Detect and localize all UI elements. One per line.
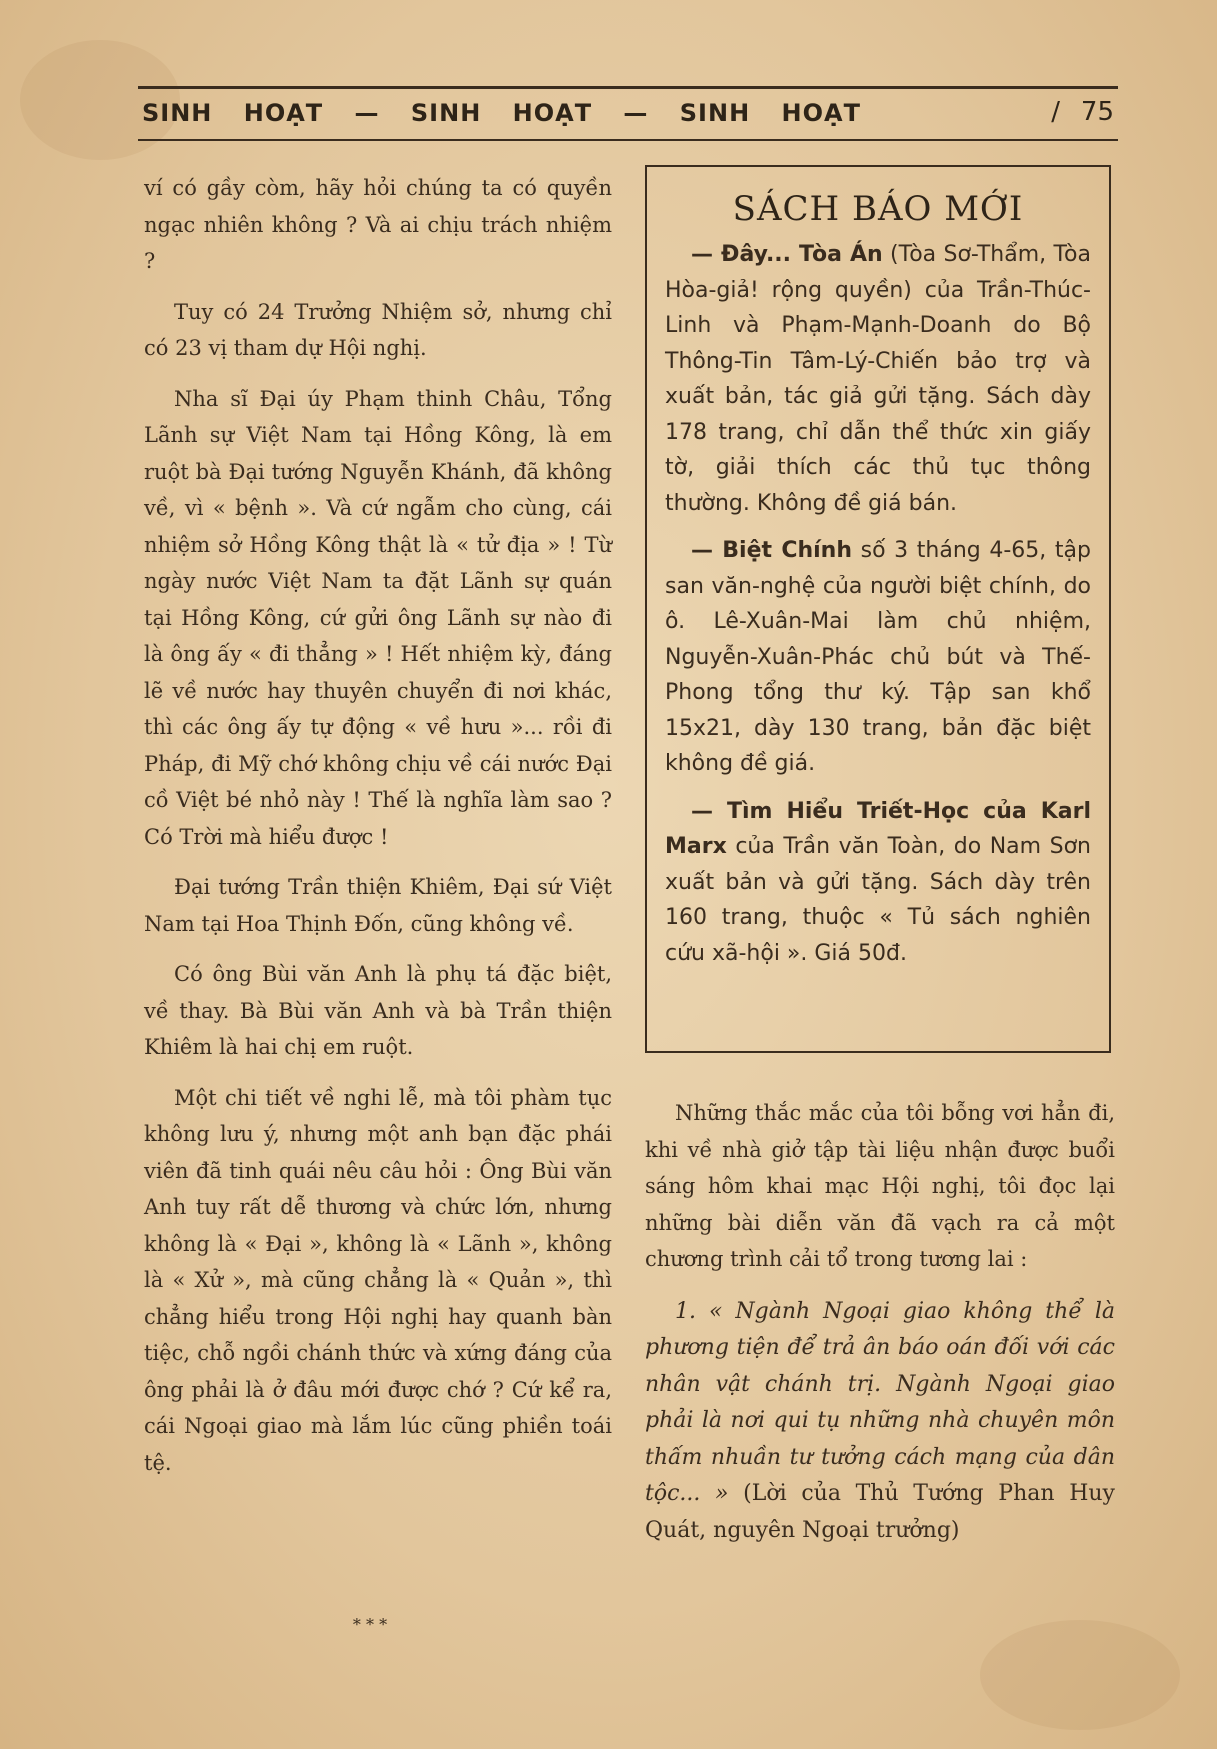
prime-minister-quote	[645, 1294, 1115, 1550]
book-entry-text: số 3 tháng 4-65, tập san văn-nghệ của người biệt chính, do ô. Lê-Xuân-Mai làm chủ nhiệm, Nguyễn-Xuân-Phác chủ bút và Thế-Phong tổng thư ký. Tập san khổ 15x21, dày 130 trang, bản đặc biệt không đề giá.	[665, 538, 1091, 776]
right-column	[645, 1095, 1115, 1565]
paper-stain	[980, 1620, 1180, 1730]
book-entry-lead: — Biệt Chính	[691, 538, 852, 563]
book-entry-text: (Tòa Sơ-Thẩm, Tòa Hòa-giả! rộng quyền) của Trần-Thúc-Linh và Phạm-Mạnh-Doanh do Bộ Thông-Tin Tâm-Lý-Chiến bảo trợ và xuất bản, tác giả gửi tặng. Sách dày 178 trang, chỉ dẫn thể thức xin giấy tờ, giải thích các thủ tục thông thường. Không đề giá bán.	[665, 242, 1091, 516]
left-paragraph: Nha sĩ Đại úy Phạm thinh Châu, Tổng Lãnh sự Việt Nam tại Hồng Kông, là em ruột bà Đại tướng Nguyễn Khánh, đã không về, vì « bệnh ». Và cứ ngẫm cho cùng, cái nhiệm sở Hồng Kông thật là « tử địa » ! Từ ngày nước Việt Nam ta đặt Lãnh sự quán tại Hồng Kông, cứ gửi ông Lãnh sự nào đi là ông ấy « đi thẳng » ! Hết nhiệm kỳ, đáng lẽ về nước hay thuyên chuyển đi nơi khác, thì các ông ấy tự động « về hưu »... rồi đi Pháp, đi Mỹ chớ không chịu về cái nước Đại cồ Việt bé nhỏ này ! Thế là nghĩa làm sao ? Có Trời mà hiểu được !	[144, 386, 612, 849]
quote-text: 1. « Ngành Ngoại giao không thể là phương tiện để trả ân báo oán đối với các nhân vật chánh trị. Ngành Ngoại giao phải là nơi qui tụ những nhà chuyên môn thấm nhuần tư tưởng cách mạng của dân tộc... »	[645, 1298, 1115, 1506]
book-entry-lead: — Đây... Tòa Án	[691, 242, 883, 267]
book-entry	[665, 237, 1091, 521]
book-entry	[665, 794, 1091, 972]
header-slash: /	[1051, 97, 1060, 127]
left-paragraph: Đại tướng Trần thiện Khiêm, Đại sứ Việt Nam tại Hoa Thịnh Đốn, cũng không về.	[144, 875, 612, 936]
section-separator-stars: * * *	[352, 1615, 388, 1634]
book-entry	[665, 533, 1091, 782]
left-paragraph: Tuy có 24 Trưởng Nhiệm sở, nhưng chỉ có 23 vị tham dự Hội nghị.	[144, 299, 612, 360]
new-books-box	[645, 165, 1111, 1053]
left-paragraph: Một chi tiết về nghi lễ, mà tôi phàm tục không lưu ý, nhưng một anh bạn đặc phái viên đã tinh quái nêu câu hỏi : Ông Bùi văn Anh tuy rất dễ thương và chức lớn, nhưng không là « Đại », không là « Lãnh », không là « Xử », mà cũng chẳng là « Quản », thì chẳng hiểu trong Hội nghị hay quanh bàn tiệc, chỗ ngồi chánh thức và xứng đáng của ông phải là ở đâu mới được chớ ? Cứ kể ra, cái Ngoại giao mà lắm lúc cũng phiền toái tệ.	[144, 1085, 612, 1475]
quote-attribution: (Lời của Thủ Tướng Phan Huy Quát, nguyên Ngoại trưởng)	[645, 1481, 1115, 1543]
left-paragraph: ví có gầy còm, hãy hỏi chúng ta có quyền ngạc nhiên không ? Và ai chịu trách nhiệm ?	[144, 176, 612, 273]
left-column	[144, 170, 612, 1495]
running-title: SINH HOẠT — SINH HOẠT — SINH HOẠT	[142, 99, 861, 127]
book-entry-text: của Trần văn Toàn, do Nam Sơn xuất bản và gửi tặng. Sách dày trên 160 trang, thuộc « Tủ sách nghiên cứu xã-hội ». Giá 50đ.	[665, 834, 1091, 966]
box-title: SÁCH BÁO MỚI	[732, 189, 1024, 229]
book-entry-lead: — Tìm Hiểu Triết-Học của Karl Marx	[665, 798, 1091, 859]
running-header	[138, 86, 1118, 141]
right-paragraph: Những thắc mắc của tôi bỗng vơi hẳn đi, khi về nhà giở tập tài liệu nhận được buổi sáng hôm khai mạc Hội nghị, tôi đọc lại những bài diễn văn đã vạch ra cả một chương trình cải tổ trong tương lai :	[645, 1101, 1115, 1271]
box-body	[647, 237, 1109, 971]
page-number: 75	[1080, 97, 1114, 127]
left-paragraph: Có ông Bùi văn Anh là phụ tá đặc biệt, về thay. Bà Bùi văn Anh và bà Trần thiện Khiêm là hai chị em ruột.	[144, 962, 612, 1059]
